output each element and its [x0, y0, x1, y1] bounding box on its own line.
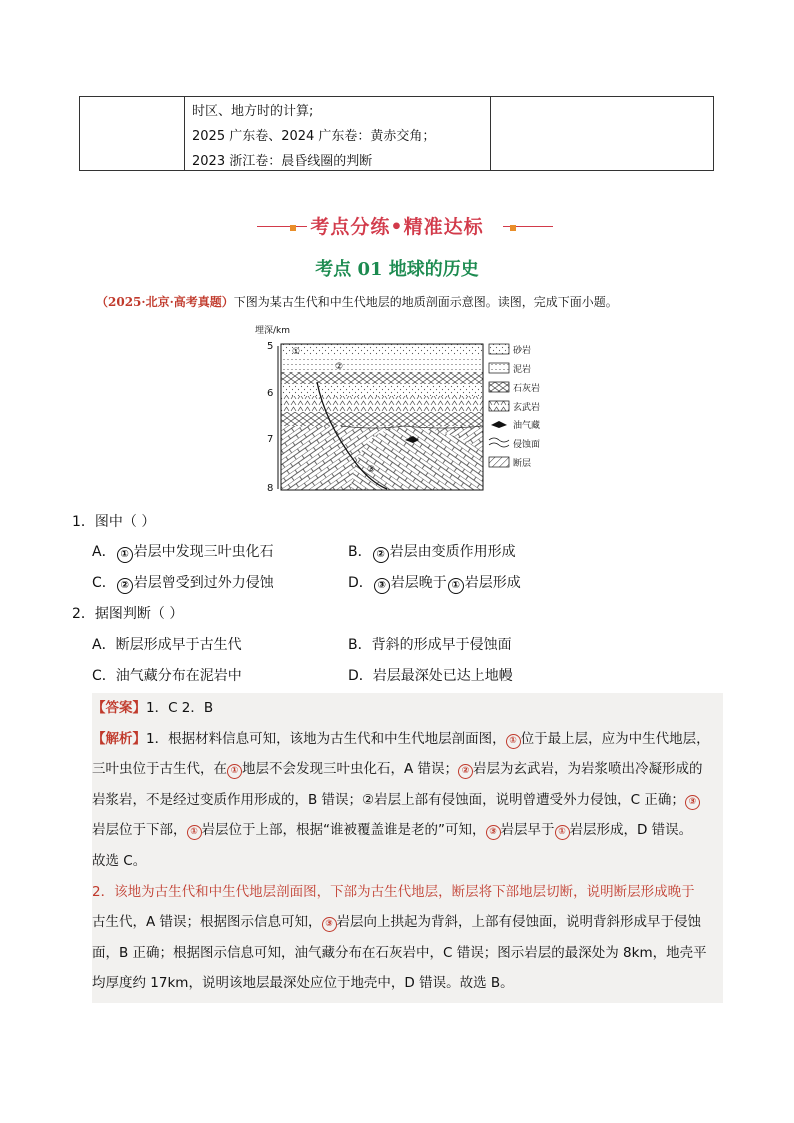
- legend-swatch-fault: [489, 457, 509, 467]
- legend-swatch-sandstone: [489, 344, 509, 354]
- circled-number: ①: [506, 734, 521, 749]
- table-line: 2023 浙江卷：晨昏线圈的判断: [192, 154, 373, 169]
- answer-line: [92, 693, 723, 724]
- analysis-text: 岩层位于下部，: [92, 822, 187, 839]
- analysis-line: [92, 724, 723, 755]
- legend-swatch-mudstone: [489, 363, 509, 373]
- q1-option-d[interactable]: [348, 573, 521, 594]
- depth-tick-7: 7: [267, 434, 274, 445]
- y-axis-label: 埋深/km: [255, 326, 291, 336]
- circled-number: ①: [227, 764, 242, 779]
- analysis-text: 地层不会发现三叶虫化石，A 错误；: [242, 761, 459, 778]
- circled-number: ③: [486, 825, 501, 840]
- analysis-line: [92, 968, 723, 999]
- question-2-stem: 2．据图判断（ ）: [72, 606, 184, 622]
- top-table: [79, 96, 714, 171]
- section-banner: [0, 212, 794, 239]
- layer-limestone: [281, 372, 483, 384]
- layer-label-1: ①: [292, 347, 301, 357]
- legend-swatch-limestone: [489, 382, 509, 392]
- layer-label-3: ③: [367, 465, 376, 475]
- q1-option-c[interactable]: [92, 573, 274, 594]
- legend-label-erosion: 侵蚀面: [513, 440, 541, 450]
- table-line: 2025 广东卷、2024 广东卷：黄赤交角；: [192, 129, 436, 144]
- circled-number: ③: [374, 578, 390, 594]
- analysis-text: 岩层位于上部，根据“谁被覆盖谁是老的”可知，: [201, 822, 486, 839]
- answer-label: 【答案】: [92, 700, 146, 716]
- analysis-text: 岩层形成，D 错误。: [569, 822, 693, 839]
- geologic-cross-section-figure: [255, 322, 555, 497]
- analysis-text: 位于最上层，应为中生代地层，: [520, 730, 710, 747]
- legend-label-fault: 断层: [513, 459, 532, 469]
- analysis-line: [92, 846, 723, 877]
- layer-limestone-2: [281, 412, 483, 426]
- circled-number: ①: [555, 825, 570, 840]
- question-source: （2025·北京·高考真题）: [96, 295, 234, 309]
- legend-erosion-icon: [489, 438, 509, 447]
- analysis-text: 三叶虫位于古生代，在: [92, 761, 227, 778]
- layer-label-2: ②: [335, 362, 344, 372]
- circled-number: ①: [117, 547, 133, 563]
- circled-number: ②: [117, 578, 133, 594]
- answer-value: 1．C 2．B: [146, 700, 214, 716]
- circled-number: ②: [373, 547, 389, 563]
- circled-number: ③: [685, 795, 700, 810]
- circled-number: ③: [322, 917, 337, 932]
- table-divider: [490, 97, 491, 170]
- analysis-line: [92, 785, 723, 816]
- table-divider: [184, 97, 185, 170]
- analysis-line: [92, 815, 723, 846]
- answer-analysis-box: [92, 693, 723, 1003]
- q2-option-b[interactable]: B．背斜的形成早于侵蚀面: [348, 637, 512, 653]
- depth-tick-5: 5: [267, 341, 274, 352]
- q1-option-a[interactable]: [92, 542, 274, 563]
- analysis-text: 均厚度约 17km，说明该地层最深处应位于地壳中，D 错误。故选 B。: [92, 975, 514, 992]
- depth-tick-8: 8: [267, 483, 274, 494]
- legend-label-mudstone: 泥岩: [513, 365, 532, 375]
- question-1-stem: 1．图中（ ）: [72, 514, 156, 530]
- legend-label-limestone: 石灰岩: [513, 384, 541, 394]
- circled-number: ①: [448, 578, 464, 594]
- legend-label-oil-gas: 油气藏: [513, 421, 541, 431]
- analysis-line: [92, 938, 723, 969]
- layer-sandstone-1: [281, 344, 483, 356]
- option-text: 岩层曾受到过外力侵蚀: [133, 575, 274, 591]
- depth-tick-6: 6: [267, 388, 274, 399]
- layer-basalt: [281, 396, 483, 412]
- analysis-text: 2．该地为古生代和中生代地层剖面图，下部为古生代地层，断层将下部地层切断，说明断层形成晚于: [92, 883, 695, 900]
- option-letter: B．: [348, 544, 372, 560]
- analysis-label: 【解析】: [92, 730, 146, 747]
- legend-label-basalt: 玄武岩: [513, 403, 541, 413]
- analysis-text: 岩层早于: [500, 822, 555, 839]
- legend-swatch-basalt: [489, 401, 509, 411]
- option-text: 岩层由变质作用形成: [389, 544, 516, 560]
- section-title: 考点 01 地球的历史: [315, 259, 479, 280]
- q2-option-a[interactable]: A．断层形成早于古生代: [92, 637, 242, 653]
- circled-number: ②: [458, 764, 473, 779]
- analysis-text: 岩浆岩，不是经过变质作用形成的，B 错误；②岩层上部有侵蚀面，说明曾遭受外力侵蚀，C 正确；: [92, 791, 685, 808]
- analysis-text: 岩层为玄武岩，为岩浆喷出冷凝形成的: [473, 761, 703, 778]
- table-line: 时区、地方时的计算;: [192, 104, 314, 119]
- analysis-text: 故选 C。: [92, 852, 147, 869]
- option-letter: A．: [92, 544, 116, 560]
- intro-text: 下图为某古生代和中生代地层的地质剖面示意图。读图，完成下面小题。: [233, 295, 618, 309]
- option-letter: D．: [348, 575, 373, 591]
- legend-label-sandstone: 砂岩: [513, 346, 532, 356]
- q1-option-b[interactable]: [348, 542, 516, 563]
- legend-oil-gas-icon: [491, 421, 507, 428]
- option-text: 岩层形成: [464, 575, 521, 591]
- analysis-text: 古生代，A 错误；根据图示信息可知，: [92, 914, 322, 931]
- banner-title: 考点分练•精准达标: [310, 216, 484, 238]
- option-text: 岩层中发现三叶虫化石: [133, 544, 274, 560]
- analysis-line: [92, 754, 723, 785]
- analysis-text: 面，B 正确；根据图示信息可知，油气藏分布在石灰岩中，C 错误；图示岩层的最深处为 8km，地壳平: [92, 944, 707, 961]
- q2-option-d[interactable]: D．岩层最深处已达上地幔: [348, 668, 513, 684]
- analysis-line: [92, 877, 723, 908]
- circled-number: ①: [187, 825, 202, 840]
- option-letter: C．: [92, 575, 116, 591]
- layer-sandstone-2: [281, 384, 483, 396]
- analysis-line: [92, 907, 723, 938]
- analysis-text: 1．根据材料信息可知，该地为古生代和中生代地层剖面图，: [146, 730, 506, 747]
- table-cell-content: [192, 99, 435, 174]
- option-text: 岩层晚于: [390, 575, 447, 591]
- layer-mudstone: [281, 356, 483, 372]
- question-intro: [96, 293, 618, 310]
- figure-legend: [489, 344, 540, 469]
- q2-option-c[interactable]: C．油气藏分布在泥岩中: [92, 668, 242, 684]
- analysis-text: 岩层向上拱起为背斜，上部有侵蚀面，说明背斜形成早于侵蚀: [336, 914, 702, 931]
